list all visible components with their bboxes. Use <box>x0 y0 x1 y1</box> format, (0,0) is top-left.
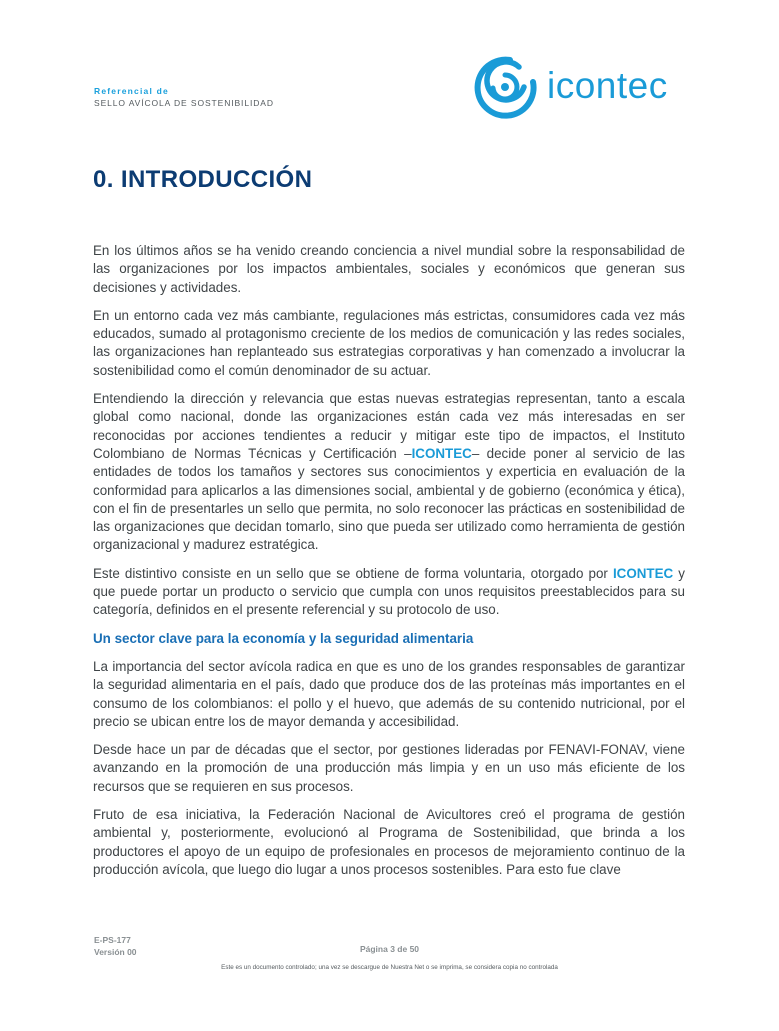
paragraph: Desde hace un par de décadas que el sector, por gestiones lideradas por FENAVI-FONAV, viene avanzando en la promoción de una producción más limpia y en un uso más eficiente de los recursos que se requieren en sus procesos. <box>93 742 685 794</box>
icontec-logo <box>472 55 702 119</box>
reference-title: SELLO AVÍCOLA DE SOSTENIBILIDAD <box>94 98 274 108</box>
body-content <box>93 242 685 889</box>
paragraph-text: y que puede portar un producto o servicio que cumpla con unos requisitos preestablecidos para su categoría, definidos en el presente referencial y su protocolo de uso. <box>93 565 685 618</box>
paragraph: Fruto de esa iniciativa, la Federación Nacional de Avicultores creó el programa de gestión ambiental y, posteriormente, evolucionó al Programa de Sostenibilidad, que brinda a los productores el apoyo de un equipo de profesionales en procesos de mejoramiento continuo de la producción avícola, que luego dio lugar a unos procesos sostenibles. Para esto fue clave <box>93 807 685 877</box>
paragraph-text: Entendiendo la dirección y relevancia que estas nuevas estrategias representan, tanto a escala global como nacional, donde las organizaciones están cada vez más interesadas en ser reconocidas por acciones tendientes a reducir y mitigar este tipo de impactos, el Instituto Colombiano de Normas Técnicas y Certificación – <box>93 391 685 461</box>
paragraph: La importancia del sector avícola radica en que es uno de los grandes responsables de garantizar la seguridad alimentaria en el país, dado que produce dos de las proteínas más importantes en el consumo de los colombianos: el pollo y el huevo, que además de su contenido nutricional, por el precio se ubican entre los de mayor demanda y accesibilidad. <box>93 658 685 729</box>
control-notice: Este es un documento controlado; una vez se descargue de Nuestra Net o se imprima, se considera copia no controlada <box>221 964 558 971</box>
paragraph-text: – decide poner al servicio de las entidades de todos los tamaños y sectores sus conocimientos y experticia en evaluación de la conformidad para aplicarlos a las dimensiones social, ambiental y de gobierno (económica y ética), con el fin de presentarles un sello que permita, no solo reconocer las prácticas en sostenibilidad de las organizaciones que decidan tomarlo, sino que pueda ser utilizado como herramienta de gestión organizacional y madurez estratégica. <box>93 445 685 553</box>
icontec-logo-text: icontec <box>547 65 668 106</box>
document-version: Versión 00 <box>94 947 137 957</box>
paragraph: En los últimos años se ha venido creando conciencia a nivel mundial sobre la responsabilidad de las organizaciones por los impactos ambientales, sociales y económicos que generan sus decisiones y actividades. <box>93 243 685 295</box>
section-title: 0. INTRODUCCIÓN <box>93 166 313 193</box>
document-code: E-PS-177 <box>94 935 131 945</box>
paragraph <box>93 390 685 555</box>
paragraph <box>93 565 685 620</box>
icontec-highlight: ICONTEC <box>411 445 472 461</box>
page-number: Página 3 de 50 <box>359 944 420 954</box>
paragraph-text: Este distintivo consiste en un sello que se obtiene de forma voluntaria, otorgado por <box>93 565 613 581</box>
subheading: Un sector clave para la economía y la seguridad alimentaria <box>93 630 474 646</box>
document-reference <box>94 85 274 109</box>
icontec-logo-icon <box>472 55 538 119</box>
reference-label: Referencial de <box>94 86 169 96</box>
icontec-highlight: ICONTEC <box>612 565 674 581</box>
paragraph: En un entorno cada vez más cambiante, regulaciones más estrictas, consumidores cada vez más educados, sumado al protagonismo creciente de los medios de comunicación y las redes sociales, las organizaciones han replanteado sus estrategias corporativas y han comenzado a involucrar la sostenibilidad como el común denominador de su actuar. <box>93 307 685 378</box>
